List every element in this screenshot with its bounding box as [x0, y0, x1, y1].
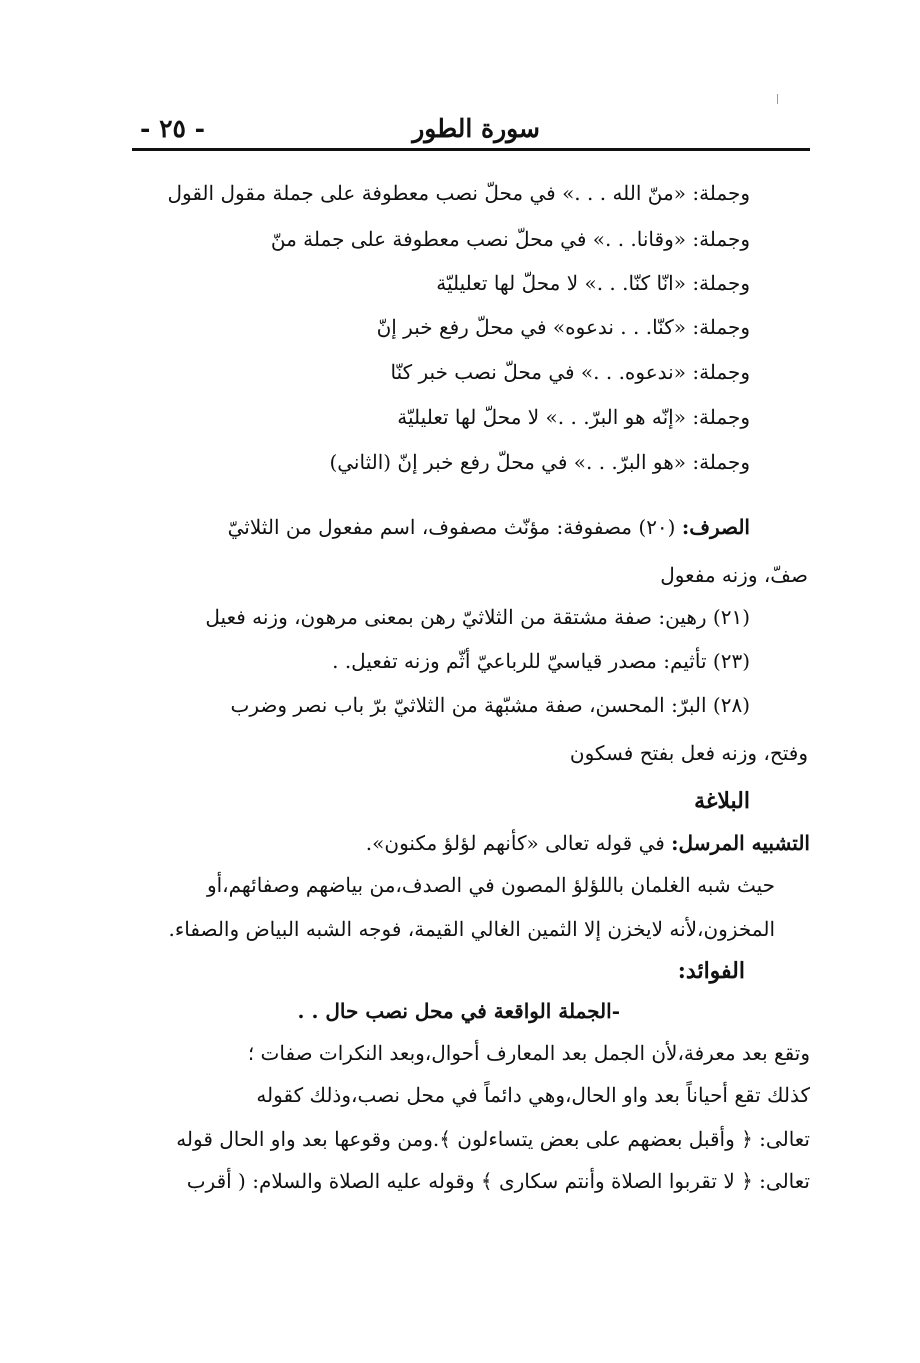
fawaid-line: وتقع بعد معرفة،لأن الجمل بعد المعارف أحوال،وبعد النكرات صفات ؛	[247, 1041, 810, 1065]
fawaid-line: تعالى: ﴿ وأقبل بعضهم على بعض يتساءلون ﴾.ومن وقوعها بعد واو الحال قوله	[176, 1127, 810, 1151]
sarf-line: (٢٣) تأثيم: مصدر قياسيّ للرباعيّ أثّم وزنه تفعيل. .	[332, 649, 750, 673]
jumla-line: وجملة: «ندعوه. . .» في محلّ نصب خبر كنّا	[390, 360, 750, 384]
fawaid-subheading: -الجملة الواقعة في محل نصب حال . .	[297, 999, 620, 1023]
page-header	[132, 108, 810, 148]
jumla-line: وجملة: «وقانا. . .» في محلّ نصب معطوفة على جملة منّ	[270, 227, 750, 251]
sarf-text: (٢٠) مصفوفة: مؤنّث مصفوف، اسم مفعول من الثلاثيّ	[227, 515, 676, 539]
sarf-line: (٢٨) البرّ: المحسن، صفة مشبّهة من الثلاثيّ برّ باب نصر وضرب	[230, 693, 750, 717]
tashbih-line	[366, 828, 810, 858]
balagha-line: المخزون،لأنه لايخزن إلا الثمين الغالي القيمة، فوجه الشبه البياض والصفاء.	[168, 917, 775, 941]
balagha-line: حيث شبه الغلمان باللؤلؤ المصون في الصدف،من بياضهم وصفائهم،أو	[206, 873, 775, 897]
jumla-line: وجملة: «هو البرّ. . .» في محلّ رفع خبر إنّ (الثاني)	[329, 450, 750, 474]
sarf-label: الصرف:	[681, 515, 750, 539]
sarf-line: (٢١) رهين: صفة مشتقة من الثلاثيّ رهن بمعنى مرهون، وزنه فعيل	[205, 605, 750, 629]
jumla-line: وجملة: «كنّا. . . ندعوه» في محلّ رفع خبر إنّ	[376, 315, 750, 339]
jumla-line: وجملة: «إنّه هو البرّ. . .» لا محلّ لها تعليليّة	[397, 405, 750, 429]
stray-mark	[777, 94, 778, 104]
tashbih-text: في قوله تعالى «كأنهم لؤلؤ مكنون».	[365, 831, 665, 855]
jumla-line: وجملة: «انّا كنّا. . .» لا محلّ لها تعليليّة	[436, 271, 750, 295]
fawaid-line: كذلك تقع أحياناً بعد واو الحال،وهي دائماً في محل نصب،وذلك كقوله	[256, 1083, 810, 1107]
page-number: - ٢٥ -	[140, 114, 206, 143]
sarf-line: صفّ، وزنه مفعول	[660, 563, 808, 587]
fawaid-line: تعالى: ﴿ لا تقربوا الصلاة وأنتم سكارى ﴾ وقوله عليه الصلاة والسلام: ( أقرب	[186, 1169, 810, 1193]
fawaid-heading: الفوائد:	[677, 958, 745, 984]
jumla-line: وجملة: «منّ الله . . .» في محلّ نصب معطوفة على جملة مقول القول	[167, 181, 750, 205]
header-rule	[132, 148, 810, 151]
page-title: سورة الطور	[412, 114, 540, 143]
balagha-heading: البلاغة	[694, 788, 750, 814]
sarf-line	[228, 512, 750, 542]
sarf-line: وفتح، وزنه فعل بفتح فسكون	[569, 741, 808, 765]
tashbih-label: التشبيه المرسل:	[671, 831, 810, 855]
